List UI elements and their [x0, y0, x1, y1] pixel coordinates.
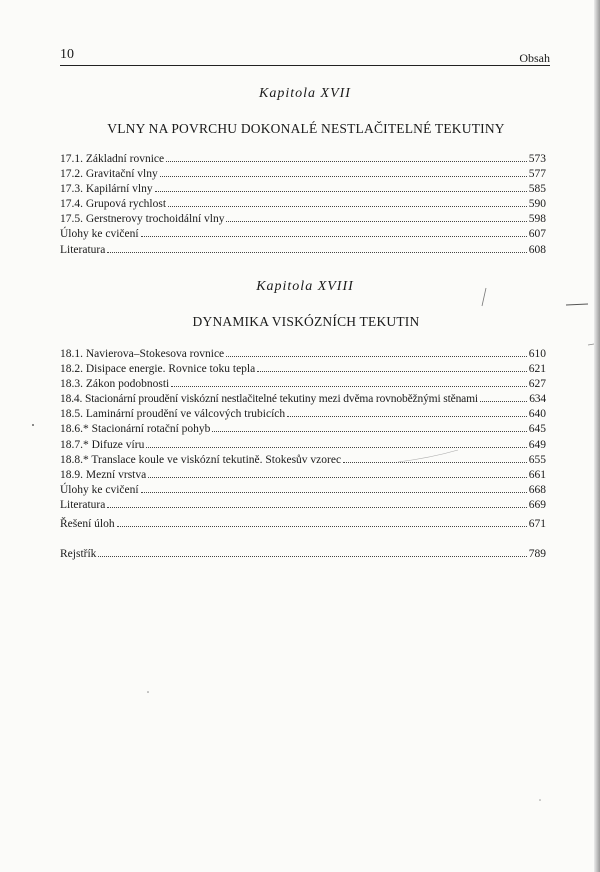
chapter-label: Kapitola XVII [259, 86, 351, 101]
toc-entry-page: 585 [528, 183, 546, 196]
toc-entry-title: 17.5. Gerstnerovy trochoidální vlny [60, 213, 225, 226]
chapter-label: Kapitola XVIII [256, 279, 354, 294]
toc-entry-page: 789 [528, 548, 546, 560]
toc-entry-page: 655 [528, 453, 546, 466]
toc-entry-title: 17.2. Gravitační vlny [60, 168, 158, 181]
toc-entry-title: Literatura [60, 498, 106, 511]
toc-entry-page: 607 [528, 228, 546, 241]
toc-entry-page: 671 [528, 518, 546, 530]
toc-entry-title: 18.1. Navierova–Stokesova rovnice [60, 348, 225, 360]
toc-entry-title: Rejstřík [60, 548, 97, 560]
toc-entry-page: 645 [528, 423, 546, 436]
toc-entry-page: 649 [528, 438, 546, 451]
toc-entry-page: 669 [528, 498, 546, 511]
toc-entry-title: Úlohy ke cvičení [60, 228, 139, 241]
toc-entry-page: 577 [528, 168, 546, 181]
toc-entry-page: 661 [528, 468, 546, 481]
toc-entry-title: 18.9. Mezní vrstva [60, 468, 147, 481]
toc-entry-title: Řešení úloh [60, 518, 115, 530]
toc-entry-title: 17.1. Základní rovnice [60, 153, 165, 165]
toc-entry-page: 627 [528, 378, 546, 391]
scan-edge-shadow [594, 0, 600, 872]
toc-entry-title: 18.6.* Stacionární rotační pohyb [60, 423, 211, 436]
toc-entry-title: 17.4. Grupová rychlost [60, 198, 167, 211]
toc-entry-title: 18.2. Disipace energie. Rovnice toku tepla [60, 363, 256, 376]
toc-entry-title: 18.3. Zákon podobnosti [60, 378, 170, 391]
page-number: 10 [60, 47, 74, 62]
toc-entry-title: Úlohy ke cvičení [60, 483, 139, 496]
toc-entry-title: Literatura [60, 243, 106, 256]
toc-entry-title: 18.8.* Translace koule ve viskózní tekutině. Stokesův vzorec [60, 453, 342, 466]
chapter-title: DYNAMIKA VISKÓZNÍCH TEKUTIN [192, 314, 420, 329]
toc-entry-title: 17.3. Kapilární vlny [60, 183, 153, 196]
toc-entry-page: 608 [528, 243, 546, 256]
toc-entry-page: 598 [528, 213, 546, 226]
toc-entry-page: 634 [529, 393, 546, 406]
chapter-title: VLNY NA POVRCHU DOKONALÉ NESTLAČITELNÉ TEKUTINY [107, 121, 505, 136]
toc-entry-title: 18.5. Laminární proudění ve válcových trubicích [60, 408, 286, 421]
toc-entry-page: 610 [528, 348, 546, 360]
toc-entry-page: 590 [528, 198, 546, 211]
toc-entry-page: 621 [528, 363, 546, 376]
toc-entry-page: 640 [528, 408, 546, 421]
toc-entry-page: 668 [528, 483, 546, 496]
toc-entry-title: 18.7.* Difuze víru [60, 438, 145, 451]
toc-entry-page: 573 [528, 153, 546, 165]
section-title: Obsah [519, 51, 550, 65]
toc-entry-title: 18.4. Stacionární proudění viskózní nestlačitelné tekutiny mezi dvěma rovnoběžnými stěnami [60, 393, 478, 406]
